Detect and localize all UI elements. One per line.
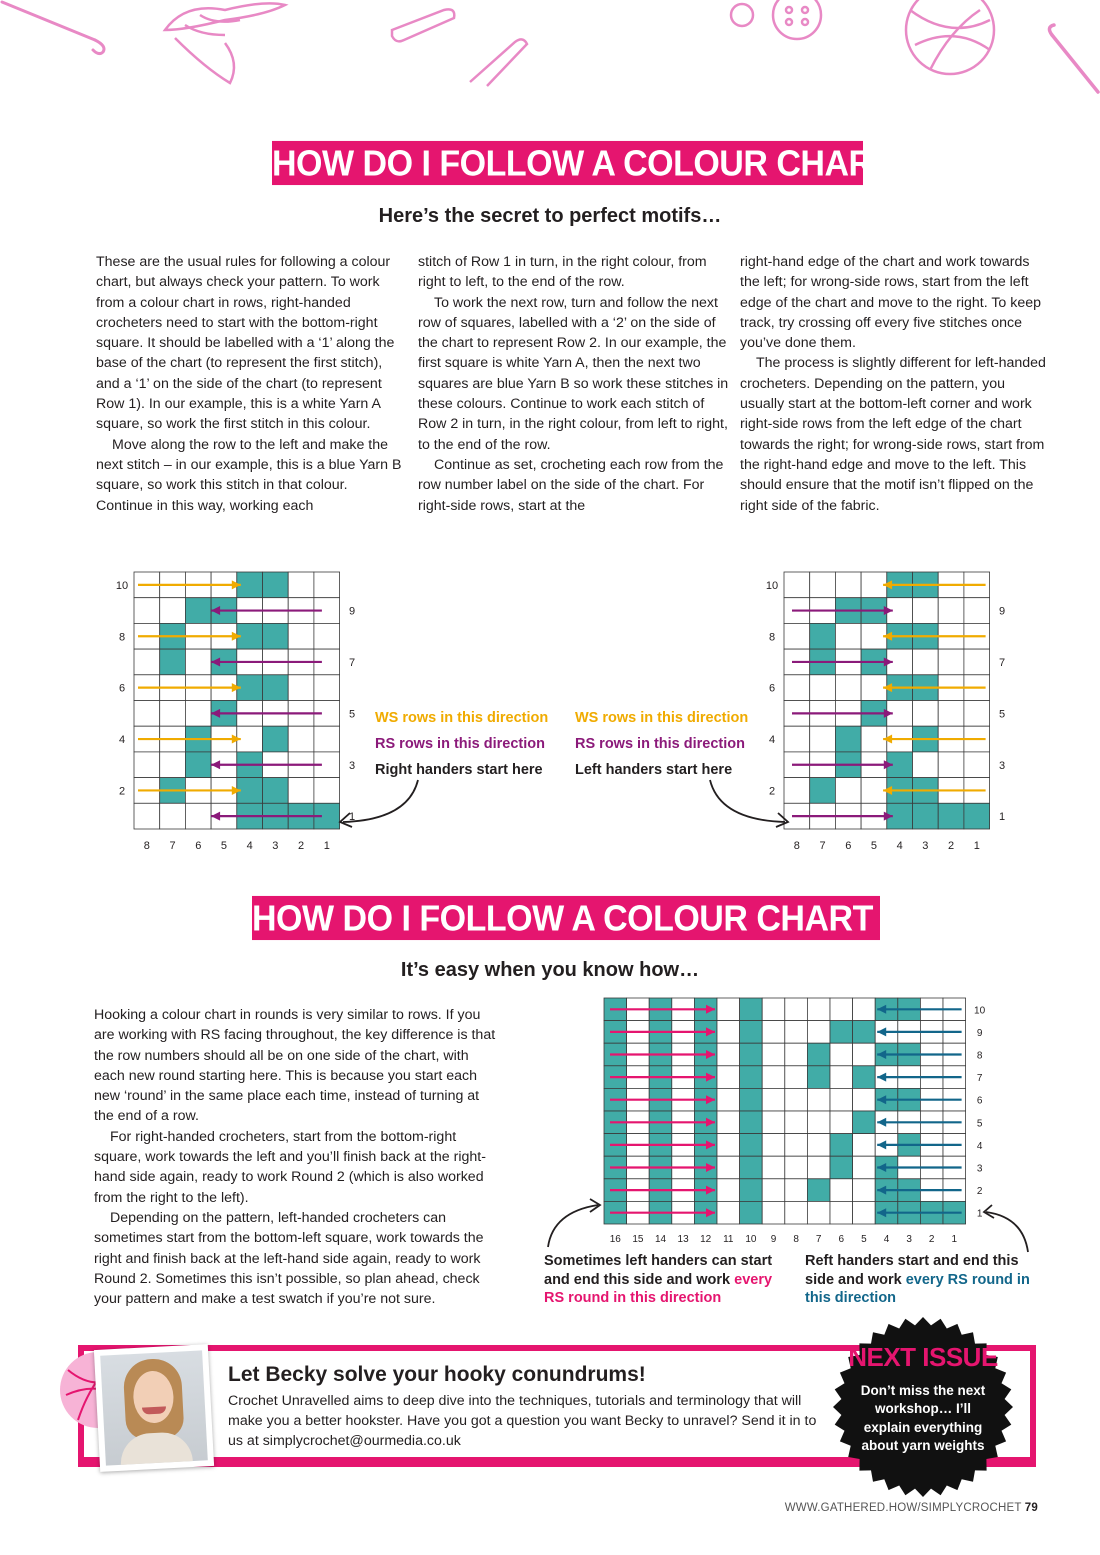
pointer-arrow-icon xyxy=(330,775,430,835)
row-number: 10 xyxy=(115,579,129,592)
chart-cell xyxy=(740,1156,763,1179)
chart-cell xyxy=(964,701,990,727)
column-number: 8 xyxy=(793,1234,799,1242)
column-number: 7 xyxy=(169,840,176,852)
row-number: 7 xyxy=(998,656,1006,669)
chart-cell xyxy=(835,572,861,598)
chart-cell xyxy=(830,1179,853,1202)
chart-cell xyxy=(717,1088,740,1111)
chart-cell xyxy=(938,803,964,829)
section2-heading: HOW DO I FOLLOW A COLOUR CHART IN ROUNDS? xyxy=(252,896,880,940)
column-number: 2 xyxy=(947,840,955,852)
chart-cell xyxy=(314,623,340,649)
section1-heading: HOW DO I FOLLOW A COLOUR CHART IN ROWS? xyxy=(272,141,863,185)
next-issue-badge xyxy=(832,1316,1014,1498)
chart-cell xyxy=(762,1134,785,1157)
chart-cell xyxy=(784,623,810,649)
chart-cell xyxy=(853,1201,876,1224)
chart-cell xyxy=(717,1111,740,1134)
row-number: 3 xyxy=(976,1163,983,1175)
chart-cell xyxy=(717,1043,740,1066)
paragraph: Depending on the pattern, left-handed crocheters can sometimes start from the bottom-left square, work towards the right and finish back at the left-hand side again, ready to work Round 2. Sometimes this isn’t possible, so plan ahead, check your pattern and make a test swatch if you’re not sure. xyxy=(94,1209,484,1308)
row-number: 2 xyxy=(118,785,126,798)
chart-cell xyxy=(785,1088,808,1111)
page-footer xyxy=(785,1502,1038,1514)
chart-cell xyxy=(740,1111,763,1134)
chart-cell xyxy=(160,598,186,624)
chart-cell xyxy=(263,675,289,701)
chart-cell xyxy=(288,778,314,804)
chart-cell xyxy=(785,1201,808,1224)
chart-cell xyxy=(810,623,836,649)
chart-cell xyxy=(830,1021,853,1044)
pointer-arrow-icon xyxy=(700,775,800,835)
row-number: 10 xyxy=(765,579,779,592)
column-number: 2 xyxy=(928,1234,935,1242)
column-number: 7 xyxy=(819,840,826,852)
yarn-ball-icon xyxy=(906,0,994,74)
column-number: 5 xyxy=(220,840,228,852)
row-number: 5 xyxy=(998,708,1006,721)
chart-cell xyxy=(810,726,836,752)
chart-cell xyxy=(830,1066,853,1089)
chart-cell xyxy=(853,1066,876,1089)
right-handed-rounds-caption: Reft handers start and end this side and work every RS round in this direction xyxy=(805,1253,1030,1306)
row-number: 9 xyxy=(976,1027,983,1039)
column-number: 14 xyxy=(654,1234,667,1242)
chart-cell xyxy=(785,1134,808,1157)
column-number: 9 xyxy=(770,1234,777,1242)
badge-title: NEXT ISSUE xyxy=(848,1342,998,1372)
row-number: 5 xyxy=(976,1118,983,1130)
rs-legend: RS rows in this direction xyxy=(575,736,745,752)
chart-cell xyxy=(835,778,861,804)
chart-cell xyxy=(938,649,964,675)
chart-cell xyxy=(762,1156,785,1179)
chart-cell xyxy=(807,1111,830,1134)
rs-legend: RS rows in this direction xyxy=(375,736,545,752)
chart-cell xyxy=(861,623,887,649)
chart-cell xyxy=(785,1066,808,1089)
column-number: 15 xyxy=(632,1234,644,1242)
row-number: 1 xyxy=(348,811,356,824)
chart-cell xyxy=(740,1088,763,1111)
chart-cell xyxy=(807,1088,830,1111)
column-number: 6 xyxy=(195,840,202,852)
chart-cell xyxy=(938,752,964,778)
chart-cell xyxy=(717,998,740,1021)
chart-cell xyxy=(762,998,785,1021)
chart-cell xyxy=(861,675,887,701)
chart-cell xyxy=(762,1088,785,1111)
chart-cell xyxy=(762,1201,785,1224)
row-number: 9 xyxy=(348,605,356,618)
chart-cell xyxy=(835,675,861,701)
chart-cell xyxy=(288,623,314,649)
chart-cell xyxy=(784,572,810,598)
row-number: 6 xyxy=(976,1095,983,1107)
chart-cell xyxy=(830,998,853,1021)
chart-cell xyxy=(784,726,810,752)
badge-text: Don’t miss the next workshop… I’ll explain everything about yarn weights xyxy=(860,1383,986,1453)
column-number: 1 xyxy=(323,840,330,852)
chart-cell xyxy=(717,1134,740,1157)
chart-cell xyxy=(938,701,964,727)
chart-cell xyxy=(314,572,340,598)
chart-cell xyxy=(288,572,314,598)
chart-cell xyxy=(785,1156,808,1179)
chart-cell xyxy=(762,1066,785,1089)
start-legend: Right handers start here xyxy=(375,762,543,778)
chart-cell xyxy=(830,1134,853,1157)
section1-column-2 xyxy=(418,252,730,516)
row-number: 8 xyxy=(118,631,126,644)
paragraph: For right-handed crocheters, start from the bottom-right square, work towards the left and you’ll finish back at the right-hand side again, ready to work Round 2 (which is also worked from the right to the left). xyxy=(94,1128,486,1206)
column-number: 8 xyxy=(793,840,800,852)
row-number: 6 xyxy=(118,682,126,695)
chart-cell xyxy=(807,1201,830,1224)
chart-cell xyxy=(740,1043,763,1066)
chart-cell xyxy=(785,1179,808,1202)
chart-cell xyxy=(807,1134,830,1157)
yarn-skein-icon xyxy=(165,3,285,83)
paragraph: right-hand edge of the chart and work towards the left; for wrong-side rows, start from the left edge of the chart and move to the right. To keep track, try crossing off every five stitches once you’ve done them. xyxy=(740,254,1042,352)
chart-cell xyxy=(830,1088,853,1111)
chart-cell xyxy=(160,701,186,727)
chart-cell xyxy=(861,572,887,598)
paragraph: Continue as set, crocheting each row from the row number label on the side of the chart. For right-side rows, start at the xyxy=(418,456,724,514)
chart-cell xyxy=(830,1201,853,1224)
column-number: 4 xyxy=(883,1234,890,1242)
chart-cell xyxy=(160,803,186,829)
left-handed-rounds-caption: Sometimes left handers can start and end this side and work every RS round in this direction xyxy=(544,1253,773,1306)
chart-cell xyxy=(785,1021,808,1044)
column-number: 4 xyxy=(246,840,253,852)
column-number: 8 xyxy=(143,840,150,852)
chart-cell xyxy=(807,1179,830,1202)
chart-cell xyxy=(740,1066,763,1089)
chart-cell xyxy=(835,726,861,752)
row-number: 3 xyxy=(348,759,356,772)
column-number: 10 xyxy=(745,1234,757,1242)
right-handed-legend xyxy=(375,705,548,783)
chart-cell xyxy=(740,1134,763,1157)
chart-cell xyxy=(807,1156,830,1179)
chart-cell xyxy=(861,778,887,804)
paragraph: Move along the row to the left and make the next stitch – in our example, this is a blue Yarn B square, so work this stitch in that colour. Continue in this way, working each xyxy=(96,436,402,514)
row-number: 4 xyxy=(976,1140,983,1152)
column-number: 1 xyxy=(951,1234,958,1242)
chart-cell xyxy=(740,1201,763,1224)
chart-cell xyxy=(134,598,160,624)
chart-cell xyxy=(160,752,186,778)
chart-cell xyxy=(185,701,211,727)
chart-cell xyxy=(134,752,160,778)
column-number: 2 xyxy=(297,840,305,852)
chart-cell xyxy=(717,1066,740,1089)
chart-cell xyxy=(717,1201,740,1224)
paragraph: Hooking a colour chart in rounds is very similar to rows. If you are working with RS facing throughout, the key difference is that the row numbers should all be on one side of the chart, with each new round starting here. This is because you start each new ‘round’ in the same place each time, instead of turning at the end of a row. xyxy=(94,1007,496,1125)
chart-cell xyxy=(835,623,861,649)
chart-cell xyxy=(830,1043,853,1066)
chart-cell xyxy=(762,1043,785,1066)
callout-text: Crochet Unravelled aims to deep dive into the techniques, tutorials and terminology that will make you a better hookster. Have you got a question you want Becky to unravel? Send it in to us at simplycrochet@ourmedia.co.uk xyxy=(228,1393,817,1449)
chart-cell xyxy=(288,675,314,701)
chart-cell xyxy=(830,1156,853,1179)
column-number: 16 xyxy=(609,1234,621,1242)
chart-cell xyxy=(913,803,939,829)
row-number: 9 xyxy=(998,605,1006,618)
chart-cell xyxy=(134,649,160,675)
row-number: 10 xyxy=(974,1005,986,1017)
chart-cell xyxy=(740,998,763,1021)
chart-cell xyxy=(185,598,211,624)
row-number: 8 xyxy=(976,1050,983,1062)
pointer-arrow-icon xyxy=(978,1200,1038,1260)
chart-cell xyxy=(288,726,314,752)
column-number: 6 xyxy=(845,840,852,852)
crochet-hook-icon xyxy=(2,2,104,54)
right-handed-row-chart xyxy=(110,568,360,858)
chart-cell xyxy=(913,752,939,778)
chart-cell xyxy=(810,572,836,598)
chart-cell xyxy=(964,803,990,829)
callout-title: Let Becky solve your hooky conundrums! xyxy=(228,1363,646,1386)
header-doodles xyxy=(0,0,1100,100)
chart-cell xyxy=(853,1179,876,1202)
chart-cell xyxy=(134,701,160,727)
crochet-hook-icon xyxy=(1049,25,1098,92)
chart-cell xyxy=(263,572,289,598)
chart-cell xyxy=(762,1179,785,1202)
chart-cell xyxy=(853,1134,876,1157)
chart-cell xyxy=(853,1156,876,1179)
chart-cell xyxy=(938,598,964,624)
paragraph: The process is slightly different for left-handed crocheters. Depending on the pattern, you usually start at the bottom-left corner and work right-side rows from the left edge of the chart towards the right; for wrong-side rows, start from the right-hand edge and move to the left. This should ensure that the motif isn’t flipped on the right side of the fabric. xyxy=(740,355,1046,514)
row-number: 7 xyxy=(976,1073,983,1085)
chart-cell xyxy=(853,1043,876,1066)
paragraph: These are the usual rules for following a colour chart, but always check your pattern. To work from a colour chart in rows, right-handed crocheters need to start with the bottom-right square. It should be labelled with a ‘1’ along the base of the chart (to represent the first stitch), and a ‘1’ on the side of the chart (to represent Row 1). In our example, this is a white Yarn A square, so work the first stitch in this colour. xyxy=(96,254,395,433)
chart-cell xyxy=(853,998,876,1021)
chart-cell xyxy=(263,778,289,804)
chart-cell xyxy=(717,1021,740,1044)
row-number: 4 xyxy=(768,734,776,747)
row-number: 4 xyxy=(118,734,126,747)
chart-cell xyxy=(740,1021,763,1044)
column-number: 5 xyxy=(861,1234,867,1242)
ws-legend: WS rows in this direction xyxy=(575,710,749,726)
chart-cell xyxy=(913,701,939,727)
column-number: 7 xyxy=(815,1234,822,1242)
chart-cell xyxy=(263,726,289,752)
row-number: 2 xyxy=(768,785,776,798)
rounds-chart xyxy=(596,992,996,1242)
chart-cell xyxy=(861,726,887,752)
row-number: 8 xyxy=(768,631,776,644)
chart-cell xyxy=(314,675,340,701)
safety-pin-icon xyxy=(392,9,527,86)
column-number: 12 xyxy=(700,1234,712,1242)
chart-cell xyxy=(185,649,211,675)
chart-cell xyxy=(853,1111,876,1134)
row-number: 2 xyxy=(976,1186,983,1198)
chart-cell xyxy=(853,1088,876,1111)
chart-cell xyxy=(810,778,836,804)
column-number: 3 xyxy=(906,1234,912,1242)
chart-cell xyxy=(785,998,808,1021)
paragraph: stitch of Row 1 in turn, in the right colour, from right to left, to the end of the row. xyxy=(418,254,707,291)
chart-cell xyxy=(785,1111,808,1134)
photo-avatar xyxy=(94,1344,214,1472)
chart-cell xyxy=(762,1111,785,1134)
left-handed-legend xyxy=(575,705,748,783)
section1-subheading: Here’s the secret to perfect motifs… xyxy=(378,205,722,227)
ws-legend: WS rows in this direction xyxy=(375,710,549,726)
section2-body xyxy=(94,1005,496,1309)
chart-cell xyxy=(185,803,211,829)
chart-cell xyxy=(134,803,160,829)
footer-url: WWW.GATHERED.HOW/SIMPLYCROCHET xyxy=(784,1502,1022,1514)
chart-cell xyxy=(913,649,939,675)
paragraph: To work the next row, turn and follow the next row of squares, labelled with a ‘2’ on the side of the chart to represent Row 2. In our example, the first square is white Yarn A, then the next two squares are blue Yarn B so work these stitches in these colours. Continue to work each stitch of Row 2 in turn, in the right colour, from left to right, to the end of the row. xyxy=(418,294,729,453)
chart-cell xyxy=(160,649,186,675)
start-legend: Left handers start here xyxy=(575,762,733,778)
column-number: 3 xyxy=(922,840,929,852)
chart-cell xyxy=(913,598,939,624)
chart-cell xyxy=(717,1179,740,1202)
chart-cell xyxy=(807,1043,830,1066)
row-number: 3 xyxy=(998,759,1006,772)
chart-cell xyxy=(263,623,289,649)
chart-cell xyxy=(964,598,990,624)
section2-subheading: It’s easy when you know how… xyxy=(400,959,700,981)
chart-cell xyxy=(807,998,830,1021)
column-number: 13 xyxy=(677,1234,689,1242)
row-number: 7 xyxy=(348,656,356,669)
chart-cell xyxy=(853,1021,876,1044)
chart-cell xyxy=(785,1043,808,1066)
row-number: 1 xyxy=(998,811,1006,824)
page-number: 79 xyxy=(1024,1502,1038,1514)
chart-cell xyxy=(807,1021,830,1044)
chart-cell xyxy=(810,675,836,701)
chart-cell xyxy=(784,675,810,701)
row-number: 1 xyxy=(976,1208,983,1220)
column-number: 3 xyxy=(272,840,279,852)
chart-cell xyxy=(314,726,340,752)
chart-cell xyxy=(185,752,211,778)
chart-cell xyxy=(717,1156,740,1179)
column-number: 4 xyxy=(896,840,903,852)
section1-column-1 xyxy=(96,252,408,516)
chart-cell xyxy=(807,1066,830,1089)
section1-column-3 xyxy=(740,252,1052,516)
row-number: 5 xyxy=(348,708,356,721)
row-number: 6 xyxy=(768,682,776,695)
pointer-arrow-icon xyxy=(540,1195,610,1255)
chart-cell xyxy=(762,1021,785,1044)
column-number: 5 xyxy=(870,840,878,852)
column-number: 6 xyxy=(838,1234,845,1242)
column-number: 11 xyxy=(723,1234,734,1242)
button-icon xyxy=(731,0,821,39)
chart-cell xyxy=(740,1179,763,1202)
chart-cell xyxy=(830,1111,853,1134)
chart-cell xyxy=(964,649,990,675)
column-number: 1 xyxy=(973,840,980,852)
chart-cell xyxy=(964,752,990,778)
